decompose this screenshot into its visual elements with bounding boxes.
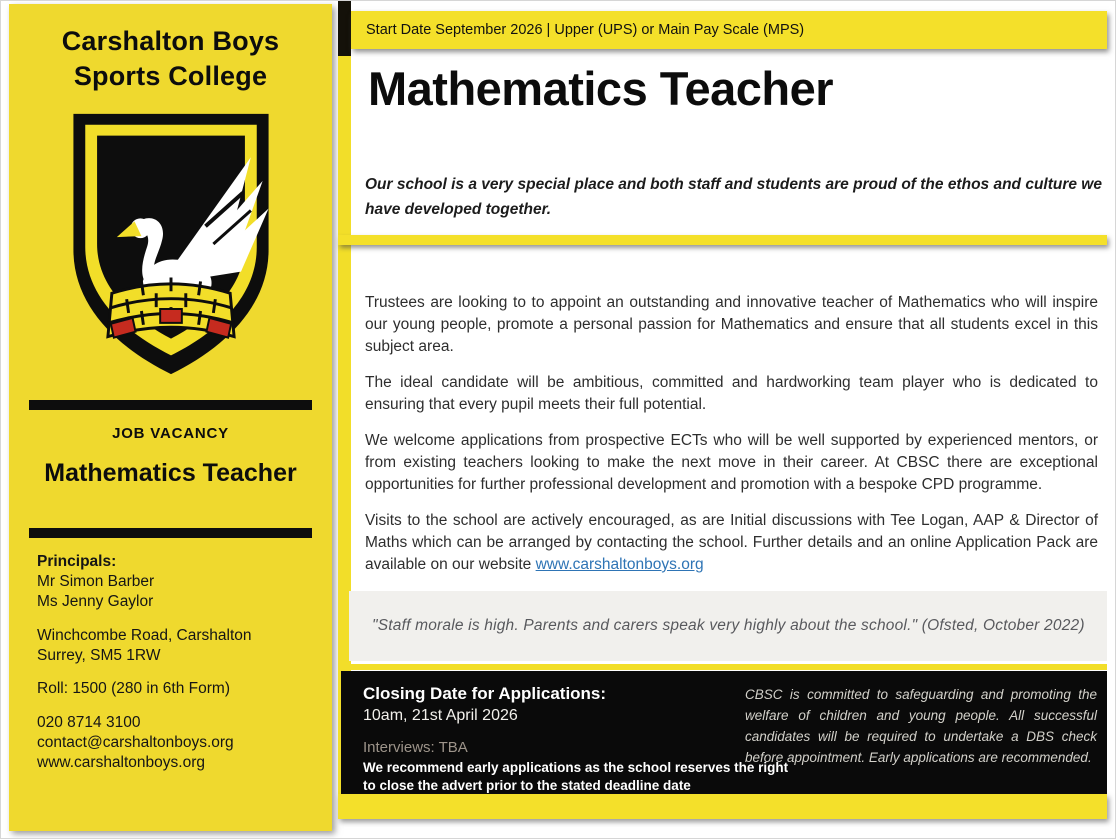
- sidebar-job-title: Mathematics Teacher: [44, 459, 297, 488]
- closing-date-value: 10am, 21st April 2026: [363, 707, 518, 724]
- website-address: www.carshaltonboys.org: [37, 753, 205, 771]
- paragraph-text: Visits to the school are actively encouraged, as are Initial discussions with Tee Logan, AAP & Director of Maths which can be arranged by contacting the school. Further details and an online Application Pack are available on our website: [365, 512, 1098, 573]
- sidebar: [9, 4, 332, 831]
- early-applications-note: We recommend early applications as the school reserves the right to close the advert prior to the stated deadline date: [363, 760, 789, 793]
- yellow-divider: [338, 235, 1107, 245]
- email-address: contact@carshaltonboys.org: [37, 733, 234, 751]
- sidebar-divider-bottom: [29, 528, 312, 538]
- website-link[interactable]: www.carshaltonboys.org: [535, 556, 704, 573]
- footer-block: [341, 671, 1107, 794]
- paragraph: [365, 510, 1098, 576]
- closing-date-label: Closing Date for Applications:: [363, 684, 607, 703]
- address-line: Winchcombe Road, Carshalton: [37, 626, 252, 644]
- ofsted-quote-block: [349, 591, 1107, 661]
- school-crest: [57, 106, 285, 380]
- sidebar-divider-top: [29, 400, 312, 410]
- principal-name: Mr Simon Barber: [37, 573, 155, 591]
- paragraph: The ideal candidate will be ambitious, committed and hardworking team player who is dedicated to ensuring that every pupil meets their full potential.: [365, 374, 1098, 413]
- page-title: Mathematics Teacher: [368, 62, 834, 115]
- principals-label: Principals:: [37, 553, 117, 571]
- school-name: [9, 24, 332, 94]
- phone-number: 020 8714 3100: [37, 714, 141, 732]
- address-line: Surrey, SM5 1RW: [37, 646, 161, 664]
- intro-statement: Our school is a very special place and both staff and students are proud of the ethos and culture we have developed together.: [365, 176, 1102, 218]
- school-name-line2: Sports College: [73, 61, 268, 92]
- contact-block: [37, 552, 308, 772]
- roll-info: Roll: 1500 (280 in 6th Form): [37, 680, 230, 698]
- paragraph: Trustees are looking to to appoint an outstanding and innovative teacher of Mathematics who will inspire our young people, promote a personal passion for Mathematics and ensure that all students excel in this subject area.: [365, 294, 1098, 355]
- job-description: [365, 292, 1098, 590]
- main-left-strip-cap: [338, 1, 351, 56]
- interviews-info: Interviews: TBA: [363, 739, 468, 756]
- principal-name: Ms Jenny Gaylor: [37, 592, 154, 610]
- job-vacancy-label: JOB VACANCY: [112, 425, 229, 443]
- paragraph: We welcome applications from prospective ECTs who will be well supported by experienced mentors, or from existing teachers looking to make the next move in their career. At CBSC there are exceptional opportunities for further professional development and promotion with a bespoke CPD programme.: [365, 432, 1098, 493]
- bottom-yellow-bar: [338, 794, 1107, 819]
- school-name-line1: Carshalton Boys: [61, 26, 280, 56]
- safeguarding-statement: CBSC is committed to safeguarding and promoting the welfare of children and young people. All successful candidates will be required to undertake a DBS check before appointment. Early applications are recommended.: [745, 687, 1097, 765]
- ofsted-quote: "Staff morale is high. Parents and carers speak very highly about the school." (Ofsted, October 2022): [372, 617, 1085, 634]
- pre-footer-yellow-rule: [338, 664, 1107, 670]
- school-crest-icon: [57, 106, 285, 380]
- start-date-bar: Start Date September 2026 | Upper (UPS) or Main Pay Scale (MPS): [351, 11, 1107, 49]
